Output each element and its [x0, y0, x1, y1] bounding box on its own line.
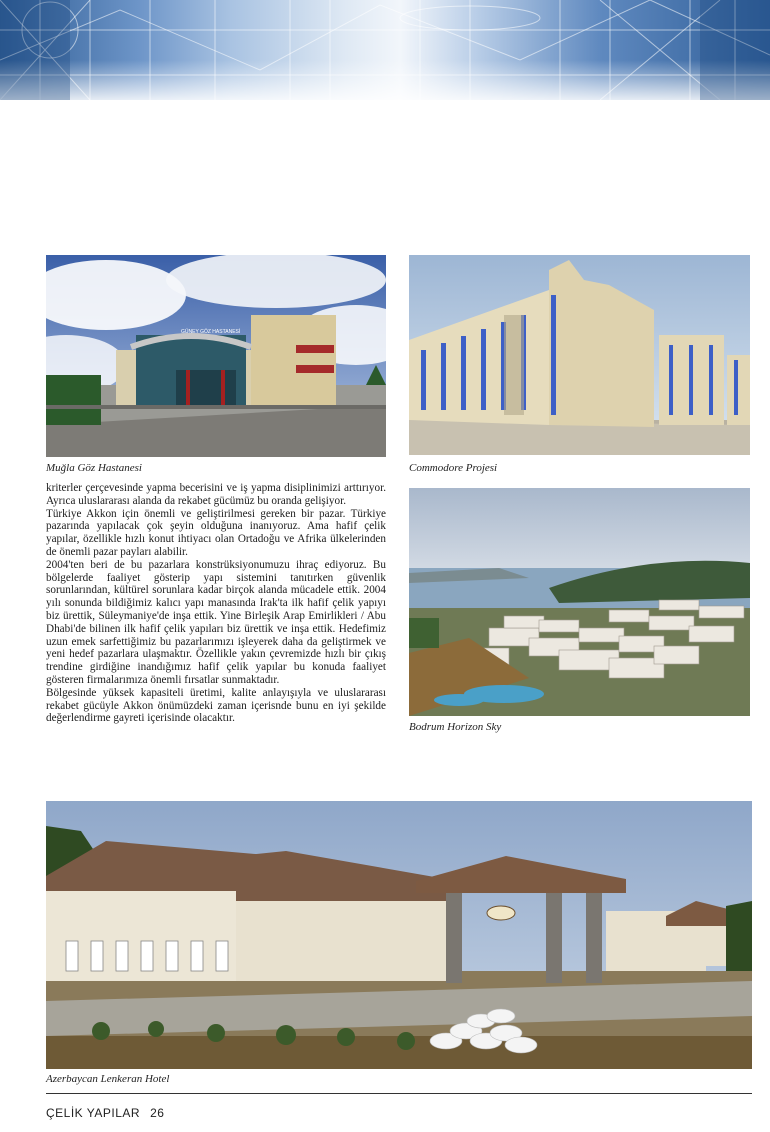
photo-bodrum-horizon-sky — [409, 488, 750, 716]
photo-azerbaycan-lenkeran-hotel — [46, 801, 752, 1069]
paragraph: Bölgesinde yüksek kapasiteli üretimi, kalite anlayışıyla ve uluslararası rekabet gücüyle Akkon önümüzdeki zaman içerisnde bunu en iyi şekilde değerlendirme gayreti içerisinde olacaktır. — [46, 686, 386, 725]
paragraph: kriterler çerçevesinde yapma becerisini ve iş yapma disiplinimizi arttırıyor. Ayrıca uluslararası alanda da rekabet gücümüz bu oranda gelişiyor. — [46, 482, 386, 507]
photo-mugla-goz-hastanesi — [46, 255, 386, 457]
paragraph: 2004'ten beri de bu pazarlara konstrüksiyonumuzu ihraç ediyoruz. Bu bölgelerde faaliyet gösterip yapı sistemini tanıtırken güvenlik sorunlarından, kültürel sorunlara kadar birçok alanda mücadele ettik. 2004 yılı sonunda bildiğimiz kalıcı yapı manasında Irak'ta ilk hafif çelik yapıyı biz ürettik, Süleymaniye'de inşa ettik. Yine Birleşik Arap Emirlikleri / Abu Dhabi'de bilinen ilk hafif çelik yapıları biz ürettik ve inşa ettik. Hedefimiz uzun emek sarfettiğimiz bu pazarlarımızı işleyerek daha da geliştirmek ve yeni hedef pazarlara ulaşmaktır. Özellikle yakın çevremizde hızlı bir çıkış trendine girdiğine inandığımız hafif çelik yapılar bu konuda faaliyet gösteren firmalarımıza önemli fırsatlar sunmaktadır. — [46, 558, 386, 686]
caption-mugla-goz-hastanesi: Muğla Göz Hastanesi — [46, 462, 142, 474]
photo-commodore-projesi — [409, 255, 750, 455]
caption-commodore-projesi: Commodore Projesi — [409, 462, 498, 474]
banner-structure-graphic — [0, 0, 770, 100]
paragraph: Türkiye Akkon için önemli ve geliştirilmesi gereken bir pazar. Türkiye pazarında yapılacak çok şeyin olduğuna inanıyoruz. Ama hafif çelik yapılar, özellikle hızlı konut ihtiyacı olan Ortadoğu ve Afrika ülkelerinden de önemli pazar payları alabilir. — [46, 507, 386, 558]
hospital-sign-text: GÜNEY GÖZ HASTANESİ — [181, 329, 241, 335]
caption-azerbaycan-lenkeran-hotel: Azerbaycan Lenkeran Hotel — [46, 1073, 170, 1085]
caption-bodrum-horizon-sky: Bodrum Horizon Sky — [409, 721, 502, 733]
footer-divider — [46, 1093, 752, 1094]
page-footer — [46, 1106, 164, 1120]
magazine-name: ÇELİK YAPILAR — [46, 1106, 141, 1120]
header-banner — [0, 0, 770, 100]
page-number: 26 — [150, 1106, 165, 1120]
article-body — [46, 482, 386, 725]
